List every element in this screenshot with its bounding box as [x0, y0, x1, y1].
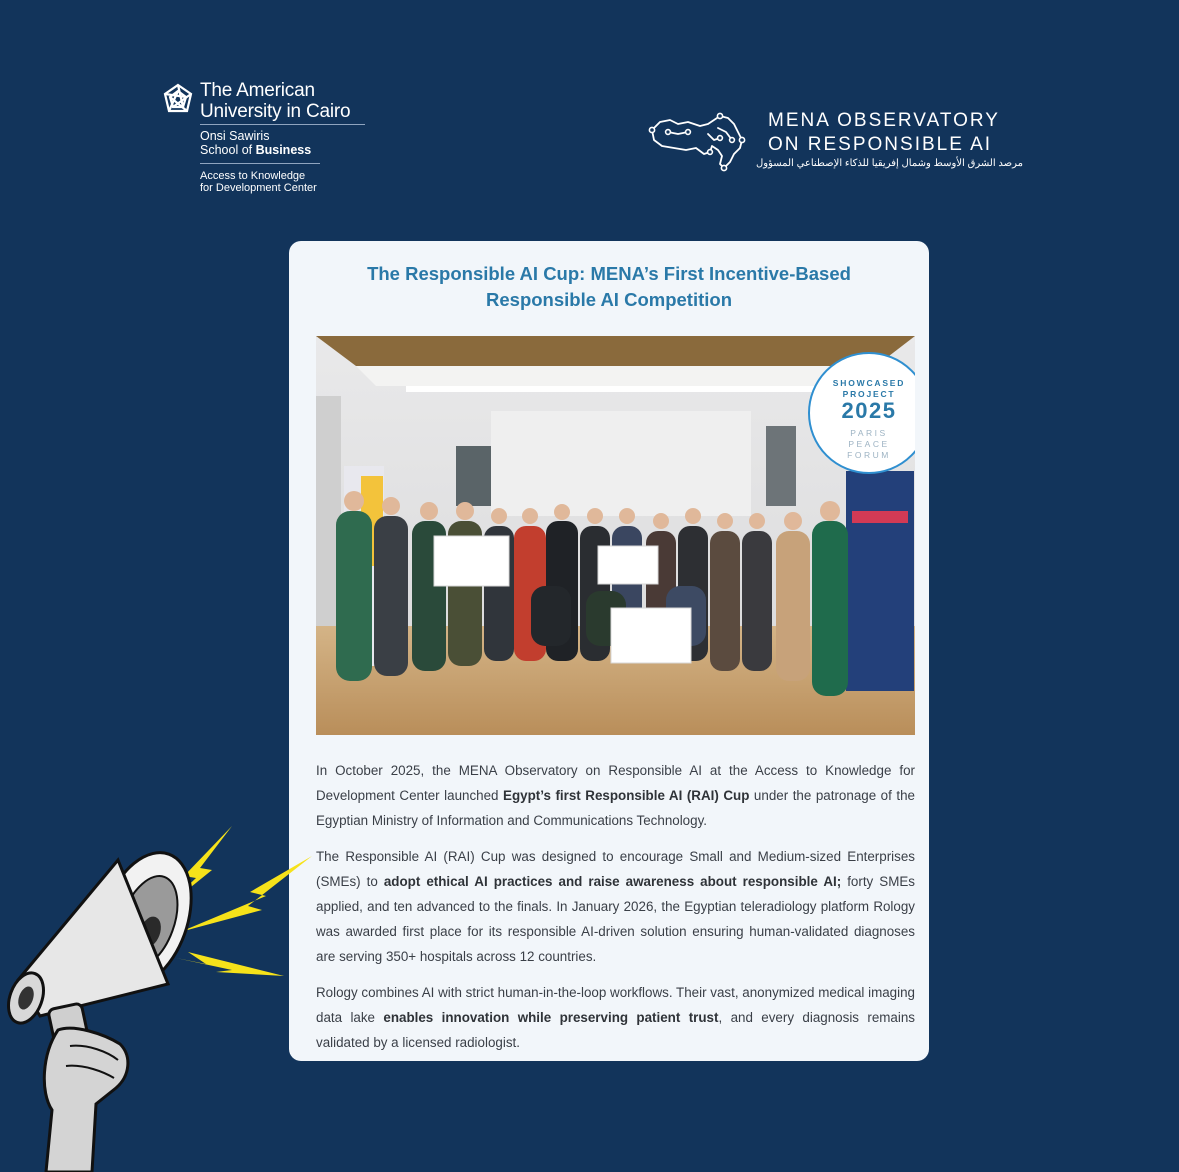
- mena-observatory-logo: [648, 108, 1038, 178]
- paragraph-2: [316, 844, 915, 969]
- a2k-center-name: [200, 170, 317, 194]
- a2k-line2: for Development Center: [200, 182, 317, 194]
- p3-text-a: Rology combines AI with strict human-in-the-loop workflows. Their vast, anonymized medical imaging data lake: [316, 985, 915, 1025]
- auc-star-icon: [160, 82, 196, 118]
- p3-bold: enables innovation while preserving patient trust: [383, 1010, 719, 1025]
- paris-peace-forum-badge: [808, 352, 915, 474]
- p3-text-c: , and every diagnosis remains validated by a licensed radiologist.: [316, 1010, 916, 1050]
- auc-school: [200, 129, 311, 157]
- auc-name-line2: University in Cairo: [200, 101, 351, 122]
- p1-text-c: under the patronage of the Egyptian Ministry of Information and Communications Technology.: [316, 788, 915, 828]
- auc-school-line2: [200, 143, 311, 157]
- a2k-line1: Access to Knowledge: [200, 170, 306, 182]
- article-card: [289, 241, 929, 1061]
- auc-divider-2: [200, 163, 320, 164]
- article-body: [316, 758, 915, 1066]
- article-title: The Responsible AI Cup: MENA’s First Incentive-Based Responsible AI Competition: [367, 263, 851, 310]
- mena-title-line1: MENA OBSERVATORY: [768, 110, 1000, 131]
- mena-title-line2: ON RESPONSIBLE AI: [768, 134, 993, 155]
- auc-school-prefix: School of: [200, 143, 256, 157]
- badge-year: 2025: [841, 398, 897, 423]
- p2-text-c: forty SMEs applied, and ten advanced to the finals. In January 2026, the Egyptian teleradiology platform Rology was awarded first place for its responsible AI-driven solution ensuring human-validated diagnoses are serving 350+ hospitals across 12 countries.: [316, 874, 915, 964]
- megaphone-illustration: [0, 820, 320, 1172]
- auc-name-line1: The American: [200, 80, 315, 101]
- group-photo: [316, 336, 915, 735]
- auc-school-bold: Business: [255, 143, 312, 157]
- paragraph-1: [316, 758, 915, 833]
- auc-divider: [200, 124, 365, 125]
- p2-text-a: The Responsible AI (RAI) Cup was designed to encourage Small and Medium-sized Enterprises (SMEs) to: [316, 849, 915, 889]
- paragraph-3: [316, 980, 915, 1055]
- p1-bold: Egypt’s first Responsible AI (RAI) Cup: [503, 788, 750, 803]
- mena-arabic-title: مرصد الشرق الأوسط وشمال إفريقيا للذكاء الإصطناعي المسؤول: [756, 158, 1023, 169]
- p1-text-a: In October 2025, the MENA Observatory on Responsible AI at the Access to Knowledge for Development Center launched: [316, 763, 915, 803]
- badge-bottom-text: PARIS PEACE FORUM: [847, 428, 891, 460]
- p2-bold: adopt ethical AI practices and raise awareness about responsible AI;: [383, 874, 842, 889]
- badge-top-text: SHOWCASED PROJECT: [832, 378, 906, 399]
- auc-school-line1: Onsi Sawiris: [200, 129, 270, 143]
- auc-name: [200, 80, 350, 122]
- megaphone-icon: [2, 840, 208, 1172]
- mena-map-circuit-icon: [648, 110, 754, 172]
